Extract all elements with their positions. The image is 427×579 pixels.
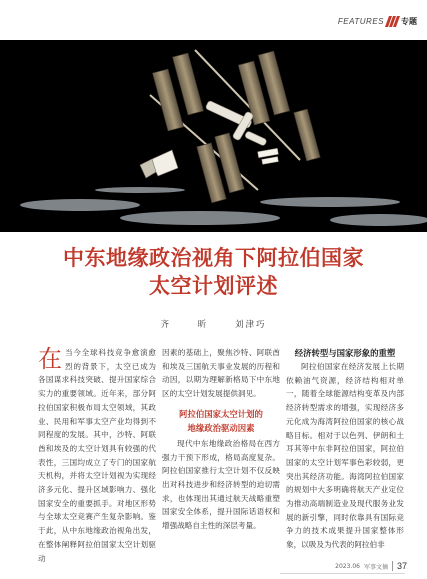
title-line-2: 太空计划评述 [149,273,278,298]
footer-divider [392,561,393,571]
intro-text: 当今全球科技竞争愈演愈烈的背景下，太空已成为各国谋求科技突破、提升国家综合实力的重要领域。近年来，部分阿拉伯国家积极布局太空领域，其政业、民用和军事太空产业均得到不同程度的发展。其中，沙特、阿联酋和埃及的太空计划具有较强的代表性，三国均成立了专门的国家航天机构，并将太空计划视为实现经济多元化、提升区域影响力、强化国家安全的重要抓手。对地区形势与全球太空竞赛产生复杂影响。鉴于此，从中东地缘政治视角出发，在整体阐释阿拉伯国家太空计划驱动 [38,348,156,563]
column-1 [38,346,156,565]
column-3 [286,346,404,552]
col3-paragraph-1: 阿拉伯国家在经济发展上长期依赖油气资源，经济结构相对单一，随着全球能源结构变革及内部经济转型需求的增强，实现经济多元化成为海湾阿拉伯国家的核心战略目标。相对于以色列、伊朗和土耳其等中东非阿拉伯国家，阿拉伯国家的太空计划军事色彩较弱，更突出其经济功能。海湾阿拉伯国家的规划中大多明确将航天产业定位为推动高端制造业及现代服务业发展的新引擎，同时依靠具有国际竞争力的技术成果提升国家整体形象，以吸及为代表的阿拉伯非 [286,362,404,550]
footer-rule [280,573,405,574]
intro-paragraph [38,346,156,565]
page-footer [335,560,407,572]
title-line-1: 中东地缘政治视角下阿拉伯国家 [63,245,364,270]
page-header [0,0,427,40]
col2-paragraph-2: 现代中东地缘政治格局在西方强力干预下形成，格局高度复杂。阿拉伯国家推行太空计划不仅反映出对科技进步和经济转型的迫切需求，也体现出其通过航天战略重塑国家安全体系，提升国际话语权和增强战略自主性的深层考量。 [162,438,280,531]
col2-paragraph-1: 因素的基础上，聚焦沙特、阿联酋和埃及三国航天事业发展的历程和动因，以期为理解新格局下中东地区的太空计划发展提供洞见。 [162,348,280,399]
feature-bars-icon [387,16,398,27]
feature-tag [338,14,417,28]
hero-image [0,40,427,232]
issue-date: 2023.06 [335,562,360,570]
column-2 [162,346,280,533]
section-heading-1 [162,407,280,435]
journal-name: 军事文摘 [363,563,388,571]
space-station-illustration [0,40,427,232]
feature-label-cn: 专题 [401,16,417,26]
section-heading-2: 经济转型与国家形象的重塑 [294,348,396,358]
section-heading-1-line-2: 地缘政治驱动因素 [187,422,255,433]
page-number: 37 [396,561,407,571]
article-authors: 齐 昕 刘津巧 [160,320,267,330]
section-heading-1-line-1: 阿拉伯国家太空计划的 [179,408,263,419]
drop-cap: 在 [38,345,62,373]
article-title [0,244,427,300]
feature-label-en: FEATURES [337,16,384,26]
